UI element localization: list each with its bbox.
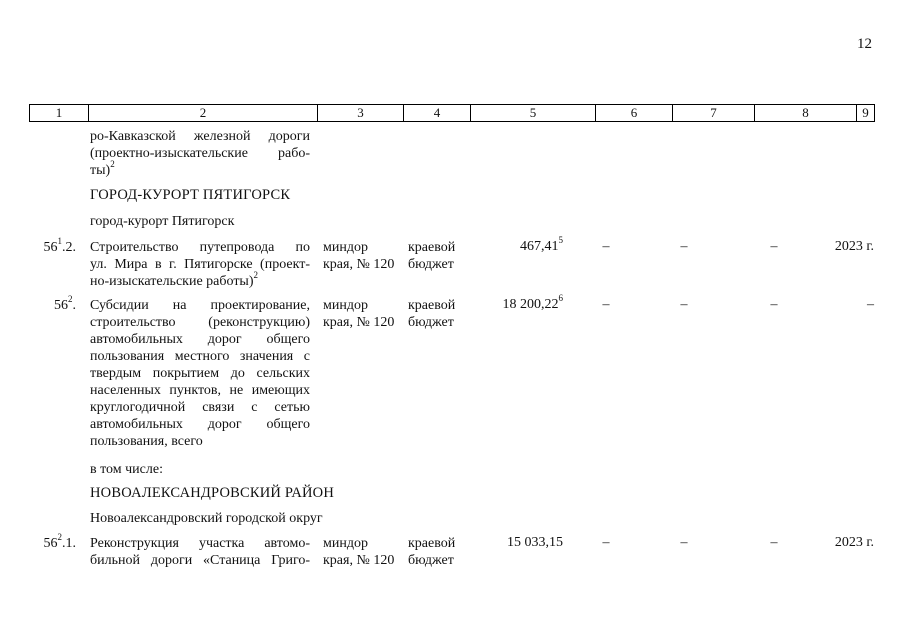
col7-value: – [680, 239, 688, 254]
row-number: $56^1.2$. [43, 236, 76, 255]
row-name [90, 297, 310, 450]
text-line: (проектно-изыскательские рабо- [90, 146, 310, 161]
col7-value: – [680, 535, 688, 550]
region-heading: ГОРОД-КУРОРТ ПЯТИГОРСК [90, 187, 291, 203]
col8-value: – [770, 535, 778, 550]
col6-value: – [602, 535, 610, 550]
executor: миндор края, № 120 [323, 240, 395, 272]
text-line: ро-Кавказской железной дороги [90, 129, 310, 144]
header-col-5: 5 [471, 105, 596, 121]
header-col-7: 7 [673, 105, 755, 121]
text-line: круглогодичной связи с сетью [90, 400, 310, 415]
header-col-1: 1 [30, 105, 89, 121]
col6-value: – [602, 239, 610, 254]
year-value: 2023 г. [834, 239, 874, 254]
header-col-2: 2 [89, 105, 318, 121]
row-name [90, 535, 310, 569]
row-number: $56^2.1$. [43, 532, 76, 551]
amount: 18 200,22$^6$ [502, 293, 563, 312]
text-line: строительство (реконструкцию) [90, 315, 310, 330]
col9-value: – [867, 297, 874, 312]
header-col-8: 8 [755, 105, 857, 121]
region-heading: НОВОАЛЕКСАНДРОВСКИЙ РАЙОН [90, 485, 335, 501]
col8-value: – [770, 297, 778, 312]
row-number: $56^2$. [54, 294, 76, 313]
year-value: 2023 г. [834, 535, 874, 550]
text-line: автомобильных дорог общего [90, 417, 310, 432]
text-line: ул. Мира в г. Пятигорске (проект- [90, 257, 310, 272]
text-line: твердым покрытием до сельских [90, 366, 310, 381]
amount: 467,41$^5$ [520, 235, 563, 254]
including-label: в том числе: [90, 462, 163, 477]
col7-value: – [680, 297, 688, 312]
executor: миндор края, № 120 [323, 298, 395, 330]
text-line: бильной дороги «Станица Григо- [90, 553, 310, 568]
header-col-4: 4 [404, 105, 471, 121]
header-col-3: 3 [318, 105, 404, 121]
continuation-text [90, 128, 310, 179]
col6-value: – [602, 297, 610, 312]
text-line: населенных пунктов, не имеющих [90, 383, 310, 398]
executor: миндор края, № 120 [323, 536, 395, 568]
subregion-heading: Новоалександровский городской округ [90, 511, 323, 526]
funding-source: краевой бюджет [408, 536, 456, 568]
col8-value: – [770, 239, 778, 254]
text-line: пользования, всего [90, 434, 203, 449]
funding-source: краевой бюджет [408, 298, 456, 330]
text-line: но-изыскательские работы)$^2$ [90, 270, 259, 289]
funding-source: краевой бюджет [408, 240, 456, 272]
header-col-9: 9 [862, 105, 869, 120]
text-line: ты)$^2$ [90, 159, 115, 178]
page-number: 12 [857, 36, 872, 52]
row-name [90, 239, 310, 290]
amount: 15 033,15 [507, 535, 563, 550]
header-col-6: 6 [596, 105, 673, 121]
text-line: автомобильных дорог общего [90, 332, 310, 347]
text-line: Строительство путепровода по [90, 240, 310, 255]
text-line: пользования местного значения с [90, 349, 310, 364]
table-header [29, 104, 875, 122]
subregion-heading: город-курорт Пятигорск [90, 214, 235, 229]
text-line: Реконструкция участка автомо- [90, 536, 310, 551]
text-line: Субсидии на проектирование, [90, 298, 310, 313]
